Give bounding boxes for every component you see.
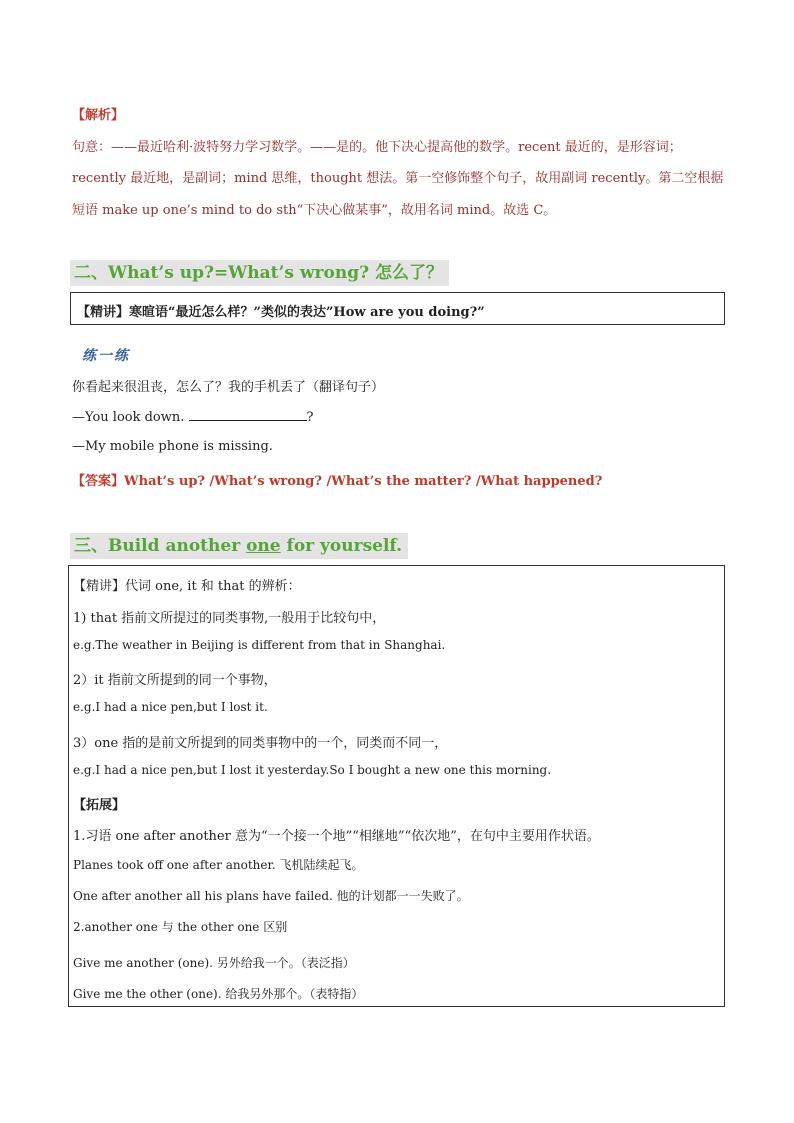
section-3-heading-pre: 三、Build another [74, 536, 247, 556]
box3-line: Give me another (one). 另外给我一个。（表泛指） [73, 956, 355, 970]
box3-line: Planes took off one after another. 飞机陆续起飞。 [73, 858, 364, 872]
section-3-heading-underlined: one [246, 536, 281, 556]
practice-title: 练一练 [82, 348, 130, 364]
answer-text: What’s up? /What’s wrong? /What’s the matter? /What happened? [124, 474, 603, 489]
box3-line: 1.习语 one after another 意为“一个接一个地”“相继地”“依次地”，在句中主要用作状语。 [73, 829, 600, 844]
practice-line-a [72, 408, 314, 425]
box3-line: 2）it 指前文所提到的同一个事物， [73, 673, 277, 688]
analysis-tag: 【解析】 [72, 108, 125, 123]
box3-line: 2.another one 与 the other one 区别 [73, 920, 288, 934]
analysis-line-2: recently 最近地，是副词；mind 思维，thought 想法。第一空修饰整个句子，故用副词 recently。第二空根据 [72, 171, 724, 186]
section-2-heading: 二、What’s up?=What’s wrong? 怎么了？ [70, 260, 449, 286]
practice-line-a-suffix: ? [306, 410, 314, 425]
jingjiang-text: 【精讲】寒暄语“最近怎么样？”类似的表达”How are you doing?” [77, 305, 485, 320]
box3-line: e.g.I had a nice pen,but I lost it yesterday.So I bought a new one this morning. [73, 763, 552, 777]
practice-question: 你看起来很沮丧，怎么了？我的手机丢了（翻译句子） [72, 380, 385, 395]
answer-blank[interactable] [189, 408, 307, 421]
practice-line-b: —My mobile phone is missing. [72, 439, 273, 454]
box3-line: 【拓展】 [73, 798, 126, 813]
practice-line-a-prefix: —You look down. [72, 410, 189, 425]
analysis-line-1: 句意：——最近哈利·波特努力学习数学。——是的。他下决心提高他的数学。recent 最近的，是形容词； [72, 140, 682, 155]
box3-line: e.g.I had a nice pen,but I lost it. [73, 700, 268, 714]
section-3-heading [70, 533, 408, 559]
box3-line: Give me the other (one). 给我另外那个。（表特指） [73, 987, 364, 1001]
analysis-line-3: 短语 make up one’s mind to do sth“下决心做某事”，故用名词 mind。故选 C。 [72, 203, 557, 218]
box3-line: 【精讲】代词 one, it 和 that 的辨析： [73, 579, 301, 594]
section-3-heading-post: for yourself. [280, 536, 403, 556]
jingjiang-box-3 [68, 565, 725, 1007]
answer-tag: 【答案】 [72, 474, 125, 489]
box3-line: One after another all his plans have failed. 他的计划都一一失败了。 [73, 889, 469, 903]
box3-line: 1) that 指前文所提过的同类事物,一般用于比较句中， [73, 611, 386, 626]
answer-line [72, 470, 602, 489]
jingjiang-box-2 [70, 292, 725, 325]
box3-line: 3）one 指的是前文所提到的同类事物中的一个，同类而不同一， [73, 736, 448, 751]
box3-line: e.g.The weather in Beijing is different from that in Shanghai. [73, 638, 446, 652]
